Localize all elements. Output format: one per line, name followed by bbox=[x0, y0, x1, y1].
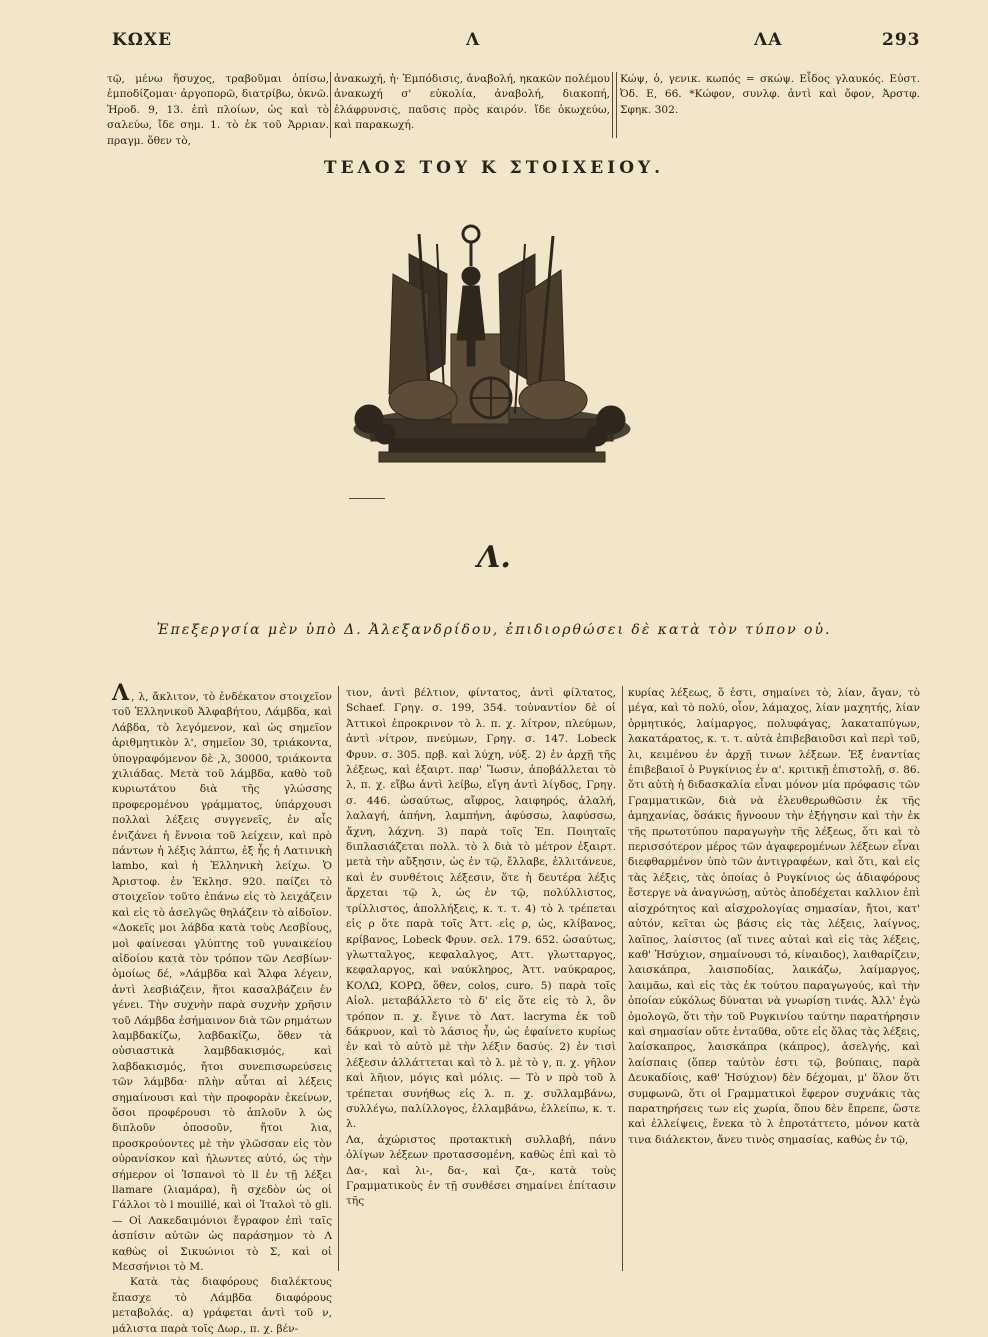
top-column-3: Κώψ, ὁ, γενικ. κωπός = σκώψ. Εἶδος γλαυκός. Εὐστ. Ὀδ. Ε, 66. *Κώφον, συνλφ. ἀντὶ καὶ ὄφον, Ἀρστφ. Σφηκ. 302. bbox=[620, 73, 920, 116]
column-divider bbox=[612, 72, 613, 138]
column-divider bbox=[338, 686, 339, 1271]
top-column-1: τῷ, μένω ἥσυχος, τραβοῦμαι ὀπίσω, ἐμποδίζομαι· ἀργοπορῶ, διατρίβω, ὀκνῶ. Ἡροδ. 9, 13. ἐπὶ πλοίων, ὡς καὶ τὸ σαλεύω, ἴδε σημ. 1. τὸ ἐκ τοῦ Ἀρριαν. πραγμ. ὅθεν τὸ, bbox=[107, 73, 329, 147]
entry-lambda bbox=[112, 680, 332, 1275]
column-divider bbox=[616, 72, 617, 138]
main-column-3: κυρίας λέξεως, ὅ ἐστι, σημαίνει τὸ, λίαν, ἄγαν, τὸ μέγα, καὶ τὸ πολύ, οἷον, λάμαχος, λίαν μαχητής, λίαν ὁρμητικός, λαίμαργος, πολυφάγας, λακαταπύγων, λακατάρατος, κ. τ. τ. αὐτὰ ἐπιβεβαιοῦσι καὶ περὶ τοῦ, λι, κειμένου ἐν ἀρχῇ τινων λέξεων. Ἐξ ἐναντίας ἐπιβεβαιοῖ ὁ Ρυγκίνιος ἐν α'. κριτικῇ ἐπιστολῇ, σ. 86. ὅτι αὐτὴ ἡ διδασκαλία εἶναι μόνον μία πρόφασις τῶν Γραμματικῶν, διὰ νὰ ἐλευθερωθῶσιν ἐκ τῆς ἀμηχανίας, ὅσάκις ἤγνοουν τὴν ἐξήγησιν καὶ τὴν ἐκ τῆς πρωτοτύπου παραγωγὴν τῆς λέξεως, ὅτι καὶ τὸ περισσότερον μέρος τῶν ἀγαφερομένων λέξεων εἶναι διεφθαρμένον ὑπὸ τῶν ἀντιγραφέων, καὶ ὅτι, καὶ εἰς τὰς λέξεις, τὰς ὁποίας ὁ Ρυγκίνιος ὡς ἀδιαφόρους ἔστεργε νὰ ἀναγνώσῃ, αὐτὸς ἀποδέχεται καλλιον ἐπὶ αἰσχρότητος καὶ αἰσχρολογίας σημασίαν, ἤτοι, κατ' αὐτόν, κεῖται ὡς βάσις εἰς τὰς λέξεις, λαίγνος, λαῖπος, λαίσιτος (αἵ τινες αὐταὶ καὶ εἰς τὰς λέξεις, καθ' Ἡσύχιον, σημαίνουσι τό, κίναιδος), λαιθαρίζειν, λαισκάπρα, λαισποδίας, λαικάζω, λαίμαργος, λαιμᾶω, καὶ εἰς τὰς ἐκ τούτου παραγωγούς, καὶ τὴν ὁποίαν εὐκόλως δύναται νὰ γνωρίσῃ τινάς. Ἀλλ' ἐγὼ ὁμολογῶ, ὅτι τὴν τοῦ Ρυγκινίου ταύτην παρατήρησιν καὶ σημασίαν οὔτε ἐνταῦθα, οὔτε εἰς ὅλας τὰς λέξεις, λαίσκαπρος, λαισκάπρα (κάπρος), ἀσελγής, καὶ λαίσπαις (ὅπερ ταὐτὸν ἐστι τῷ, βούπαις, παρὰ Δευκαδίοις, καθ' Ἡσύχιον) δὲν δέχομαι, μ' ὅλον ὅτι συμφωνῶ, ὅτι οἱ Γραμματικοὶ ἔφερον συχνάκις τὰς παρατηρήσεις των εἰς χωρία, ὅπου δὲν ἔπρεπε, ὥστε καὶ ἐλλείψεις, ἕνεκα τὸ λ ἐπροτάττετο, μόνον κατὰ τινα διάλεκτον, ἄνευ τινὸς σημασίας, καθὼς ἐν τῷ, bbox=[628, 687, 920, 1146]
entry-paragraph: Κατὰ τὰς διαφόρους διαλέκτους ἔπασχε τὸ Λάμβδα διαφόρους μεταβολάς. α) γράφεται ἀντὶ τοῦ ν, μάλιστα παρὰ τοῖς Δωρ., π. χ. βέν- bbox=[112, 1276, 332, 1335]
letter-heading: Λ. bbox=[477, 540, 511, 575]
main-column-2 bbox=[346, 686, 616, 1210]
running-head-left: ΚΩΧΕ bbox=[112, 30, 173, 50]
printers-vignette-image bbox=[349, 214, 635, 476]
column-divider bbox=[622, 686, 623, 1271]
drop-cap: Λ bbox=[112, 680, 130, 706]
entry-text: , λ, ἄκλιτον, τὸ ἑνδέκατον στοιχεῖον τοῦ Ἑλληνικοῦ Ἀλφαβήτου, Λάμβδα, καὶ Λάβδα, τὸ λεγόμενον, καὶ ὡς σημεῖον ἀριθμητικὸν λ', σημεῖον 30, τριάκοντα, ὑπογραφόμενον δὲ ,λ, 30000, τριάκοντα χιλιάδας. Μετὰ τοῦ λάμβδα, καθὸ τοῦ κυριωτάτου διὰ τῆς γλώσσης προφερομένου γράμματος, ὑπάρχουσι πολλαὶ λέξεις συγγενεῖς, ἐν αἷς ἐνιζάνει ἡ ἔννοια τοῦ λείχειν, καὶ πρὸ πάντων ἡ λέξις λάπτω, ἐξ ἧς ἡ Λατινικὴ lambo, καὶ ἡ Ἑλληνικὴ λείχω. Ὁ Ἀριστοφ. ἐν Ἐκλησ. 920. παίζει τὸ στοιχεῖον τοῦτο ἐπάνω εἰς τὸ λειχάζειν καὶ εἰς τὸ ἀσελγῶς θηλάζειν τὸ αἰδοῖον. «Δοκεῖς μοι λάβδα κατὰ τοὺς Λεσβίους, μοὶ φαίνεσαι γλύπτης τοῦ γυναικείου αἰδοίου κατὰ τὸν τρόπον τῶν Λεσβίων· ὁμοίως δέ, »Λάμβδα καὶ Ἄλφα λέγειν, ἀντὶ λεσβιάζειν, ἤτοι κασαλβάζειν ἐν γένει. Τὴν συχνὴν παρὰ συχνὴν χρῆσιν τοῦ Λάμβδα ἐσήμαινον διὰ τῶν ρημάτων λαμβδακίζω, λαβδακίζω, ὅθεν τὰ οὐσιαστικὰ λαμβδακισμός, καὶ λαβδακισμός, ἤτοι συνεπισωρεύσεις τῶν λάμβδα· πλὴν αὗται αἱ λέξεις σημαίνουσι καὶ τὴν προφορὰν ἐκείνων, ὅσοι προφέρουσι τὸ ἁπλοῦν λ ὡς διπλοῦν ὁποσοῦν, ἤτοι λια, προσκρούοντες μὲ τὴν γλῶσσαν εἰς τὸν οὐρανίσκον καὶ ἠλωντες αὐτό, ὡς τὴν σήμερον οἱ Ἱσπανοὶ τὸ ll ἐν τῇ λέξει llamare (λιαμάρα), ἢ σχεδὸν ὡς οἱ Γάλλοι τὸ l mouillé, καὶ οἱ Ἰταλοὶ τὸ gli. — Οἱ Λακεδαιμόνιοι ἔγραφον ἐπὶ ταῖς ἀσπίσιν αὐτῶν ὡς παράσημον τὸ Λ καθὼς οἱ Σικυώνιοι τὸ Σ, καὶ οἱ Μεσσήνιοι τὸ Μ. bbox=[112, 691, 332, 1274]
entry-text: τιον, ἀντὶ βέλτιον, φίντατος, ἀντὶ φίλτατος, Schaef. Γρηγ. σ. 199, 354. τοὐναντίον δὲ οἱ Ἀττικοὶ ἐπροκρινον τὸ λ. π. χ. λίτρον, πλεύμων, ἀντὶ νίτρον, πνεύμων, Γρηγ. σ. 147. Lobeck Φρυν. σ. 305. πρβ. καὶ λύχη, νύξ. 2) ἐν ἀρχῇ τῆς λέξεως, καὶ ἐξαιρτ. παρ' Ἴωσιν, ἀποβάλλεται τὸ λ, π. χ. εἴβω ἀντὶ λείβω, εἴγη ἀντὶ λίγδος, Γρηγ. σ. 446. ὡσαύτως, αἴφρος, λαιφηρός, ἀλαλή, λαλαγή, ἀπήνη, λαμπήνη, ἀφύσσω, λαφύσσω, ἄχνη, λάχνη. 3) παρὰ τοῖς Ἐπ. Ποιηταῖς διπλασιάζεται πολλ. τὸ λ διὰ τὸ μέτρον ἐξαιρτ. μετὰ τὴν αὔξησιν, ὡς ἐν τῷ, ἔλλαβε, ἐλλιτάνευε, καὶ ἐν συνθέτοις λέξεσιν, ὅτε ἡ δευτέρα λέξις ἄρχεται τῷ λ, ὡς ἐν τῷ, πολύλλιστος, τρίλλιστος, ἀπολλήξεις, κ. τ. τ. 4) τὸ λ τρέπεται εἰς ρ ὅτε παρὰ τοῖς Ἀττ. εἰς ρ, ὡς, κλίβανος, κρίβανος, Lobeck Φρυν. σελ. 179. 652. ὡσαύτως, γλωτταλγος, κεφαλαλγος, Αττ. γλωτταργος, κεφαλαργος, καὶ ναύκληρος, Ἀττ. ναύκραρος, ΚΟΛΩ, ΚΟΡΩ, ὅθεν, colos, curo. 5) παρὰ τοῖς Αἰολ. μεταβάλλετο τὸ δ' εἰς ὅτε εἰς τὸ λ, ὃν τρόπον π. χ. ἔγινε τὸ Λατ. lacryma ἐκ τοῦ δάκρυον, καὶ τὸ λάσιος ἦν, ὡς ἐφαίνετο κυρίως ἐν καὶ τὸ αὐτὸ μὲ τὴν λέξιν δασύς. 2) ἐν τισὶ λέξεσιν ἀλλάττεται καὶ τὸ λ. μὲ τὸ γ, π. χ. γῆλον καὶ λῆιον, μόγις καὶ μόλις. — Τὸ ν πρὸ τοῦ λ τρέπεται συνήθως εἰς λ. π. χ. συλλαμβάνω, συλλέγω, παλίλλογος, ἐλλαμβάνω, ἐλλείπω, κ. τ. λ. bbox=[346, 687, 616, 1131]
column-divider bbox=[330, 72, 331, 138]
credit-line: Ἐπεξεργσία μὲν ὑπὸ Δ. Ἀλεξανδρίδου, ἐπιδιορθώσει δὲ κατὰ τὸν τύπον οὐ. bbox=[156, 622, 832, 638]
running-head-right: ΛΑ bbox=[754, 30, 783, 50]
ornament-rule bbox=[349, 498, 385, 499]
end-of-letter-title: ΤΕΛΟΣ ΤΟΥ Κ ΣΤΟΙΧΕΙΟΥ. bbox=[323, 158, 665, 178]
top-column-2: ἀνακωχή, ἡ· Ἐμπόδισις, ἀναβολή, ηκακῶν πολέμου ἀνακωχή σ' εὐκολία, ἀναβολή, διακοπή, ἐλάφρυνσις, παῦσις πρὸς καιρόν. ἴδε ὀκωχεύω, καὶ παρακωχή. bbox=[334, 73, 610, 132]
running-head-center: Λ bbox=[466, 30, 481, 50]
entry-la: Λα, ἀχώριστος προτακτικὴ συλλαβή, πάνυ ὀλίγων λέξεων προτασσομένη, καθὼς ἐπὶ καὶ τὸ Δα-, καὶ λι-, δα-, καὶ ζα-, κατὰ τοὺς Γραμματικοὺς ἐν τῇ συνθέσει σημαίνει ἐπίτασιν τῆς bbox=[346, 1133, 616, 1208]
page-number: 293 bbox=[882, 30, 921, 50]
main-column-1 bbox=[112, 680, 332, 1337]
